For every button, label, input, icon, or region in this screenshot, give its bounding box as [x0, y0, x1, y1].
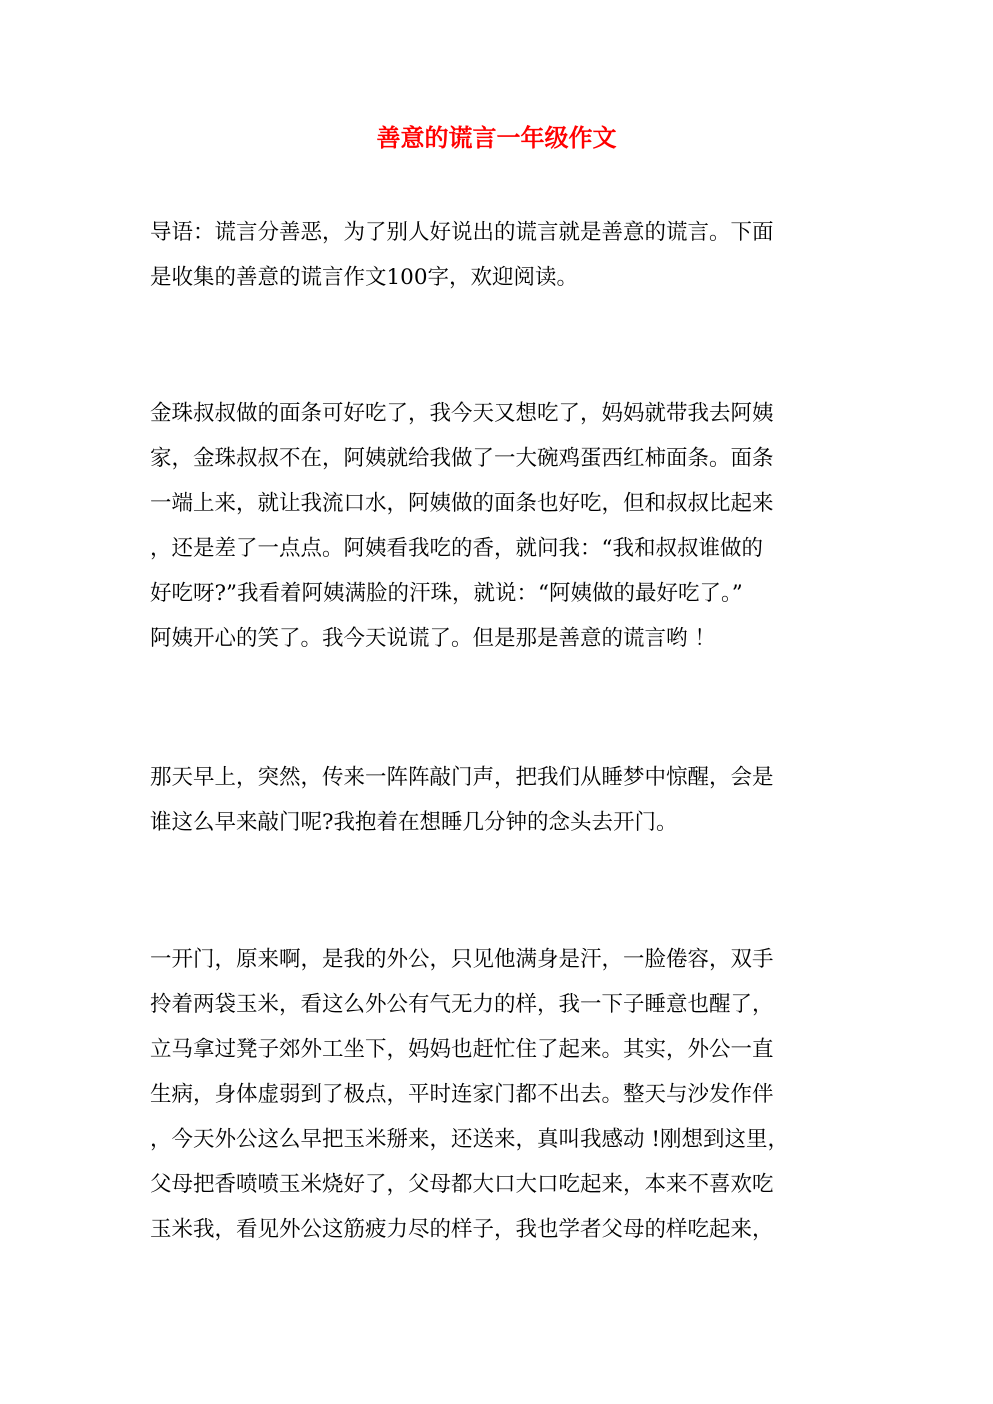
paragraph-line: 玉米我，看见外公这筋疲力尽的样子，我也学者父母的样吃起来， — [150, 1217, 774, 1242]
paragraph-line: 拎着两袋玉米，看这么外公有气无力的样，我一下子睡意也醒了， — [150, 992, 774, 1017]
paragraph-line: 一端上来，就让我流口水，阿姨做的面条也好吃，但和叔叔比起来 — [150, 491, 774, 516]
paragraph-line: 导语：谎言分善恶，为了别人好说出的谎言就是善意的谎言。下面 — [150, 220, 774, 245]
paragraph-line: 父母把香喷喷玉米烧好了，父母都大口大口吃起来，本来不喜欢吃 — [150, 1172, 774, 1197]
paragraph-line: 金珠叔叔做的面条可好吃了，我今天又想吃了，妈妈就带我去阿姨 — [150, 401, 774, 426]
paragraph-line: 那天早上，突然，传来一阵阵敲门声，把我们从睡梦中惊醒，会是 — [150, 765, 774, 790]
paragraph-intro — [150, 210, 850, 300]
paragraph-line: 立马拿过凳子郊外工坐下，妈妈也赶忙住了起来。其实，外公一直 — [150, 1037, 774, 1062]
paragraph-line: 是收集的善意的谎言作文100字，欢迎阅读。 — [150, 265, 579, 290]
paragraph-line: 谁这么早来敲门呢?我抱着在想睡几分钟的念头去开门。 — [150, 810, 678, 835]
paragraph-knock — [150, 755, 850, 845]
paragraph-line: ，今天外公这么早把玉米掰来，还送来，真叫我感动 !刚想到这里， — [150, 1127, 789, 1152]
paragraph-grandpa — [150, 937, 850, 1252]
paragraph-line: 家，金珠叔叔不在，阿姨就给我做了一大碗鸡蛋西红柿面条。面条 — [150, 446, 774, 471]
paragraph-line: 一开门，原来啊，是我的外公，只见他满身是汗，一脸倦容，双手 — [150, 947, 774, 972]
document-title: 善意的谎言一年级作文 — [376, 123, 617, 152]
paragraph-line: 好吃呀?”我看着阿姨满脸的汗珠，就说：“阿姨做的最好吃了。” — [150, 581, 743, 606]
paragraph-line: 生病，身体虚弱到了极点，平时连家门都不出去。整天与沙发作伴 — [150, 1082, 774, 1107]
paragraph-line: 阿姨开心的笑了。我今天说谎了。但是那是善意的谎言哟 ！ — [150, 626, 716, 651]
paragraph-line: ，还是差了一点点。阿姨看我吃的香，就问我：“我和叔叔谁做的 — [150, 536, 763, 561]
paragraph-noodles — [150, 391, 850, 661]
